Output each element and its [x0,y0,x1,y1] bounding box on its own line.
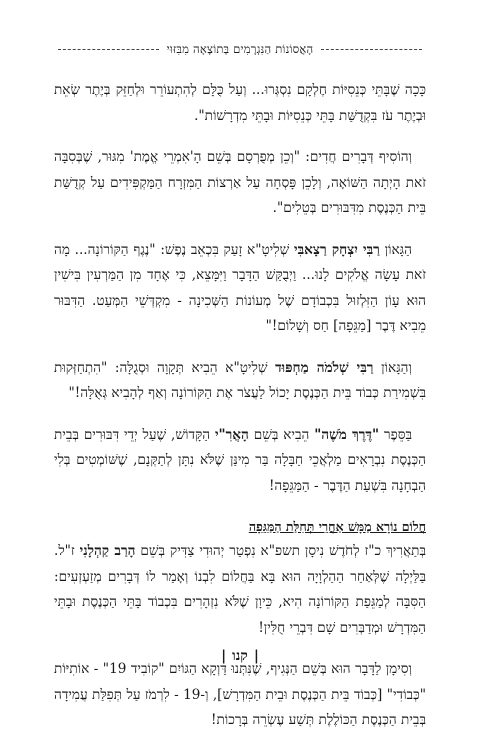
header-rule-right [321,49,422,50]
paragraph-3-text-a: הַגָּאוֹן [379,241,412,258]
page-number: קנו [232,648,248,664]
rabbi-name: הָאֲרִ"י [214,426,249,443]
section-heading: חֲלוֹם נוֹרָא מַמָּשׁ אַחֲרֵי תְּחִלַּת הַמַּגֵּפָה [248,519,426,534]
page-footer [0,648,480,665]
paragraph-2 [54,145,426,222]
paragraph-6 [54,539,426,641]
header-rule-left [58,49,159,50]
paragraph-4 [54,356,426,407]
footer-bar-right: | [253,648,259,664]
paragraph-4-text-b: שְׁלִיטָ"א הֵבִיא תְּקָוָה וּסְגֻלָּה: "הִתְחַזְּקוּת בִּשְׁמִירַת כְּבוֹד בֵּית הַכְּנֶסֶת יָכוֹל לַעֲצֹר אֶת הַקּוֹרוֹנָה וְאַף לְהָבִיא גְּאֻלָּה!" [54,359,426,401]
paragraph-7-text: וְסִימָן לַדָּבָר הוּא בְּשֵׁם הַנְּגִיף, שֶׁנִּתְּנוּ דַּוְקָא הַגּוֹיִם "קוֹבִיד 19" - אוֹתִיּוֹת "כְּבוֹדִי" [כְּבוֹד בֵּית הַכְּנֶסֶת וּבֵית הַמִּדְרָשׁ], וְ-19 - לִרְמֹז עַל תְּפִלַּת עֲמִידָה בְּבֵית הַכְּנֶסֶת הַכּוֹלֶלֶת תְּשַׁע עֶשְׂרֵה בְּרָכוֹת! [54,661,426,728]
paragraph-4-text-a: וְהַגָּאוֹן [373,359,412,376]
paragraph-5-text-b: הֵבִיא בְּשֵׁם [248,426,315,443]
rabbi-name: הָרַב קַהְלָנִי [79,543,136,559]
paragraph-3-text-b: שְׁלִיטָ"א זָעַק בִּכְאֵב נֶפֶשׁ: "נֶגֶף הַקּוֹרוֹנָה... מָה זֹאת עָשָׂה אֱלֹקִים לָנוּ... וַיְבֻקַּשׁ הַדָּבָר וַיִּמָּצֵא, כִּי אֶחָד מִן הַמַּרְעִין בִּישִׁין הוּא עָוֹן הַזִּלְזוּל בִּכְבוֹדָם שֶׁל מְעוֹנוֹת הַשְּׁכִינָה - מִקְדְּשֵׁי הַמְּעַט. הַדִּבּוּר מֵבִיא דֶּבֶר [מַגֵּפָה] חַס וְשָׁלוֹם!" [54,241,426,334]
paragraph-5-text-c: הַקָּדוֹשׁ, שֶׁעַל יְדֵי דִּבּוּרִים בְּבֵית הַכְּנֶסֶת נִבְרָאִים מַלְאֲכֵי חַבָּלָה בַּר מִינַּן שֶׁלֹּא נִתָּן לְתַקְּנָם, שֶׁשּׁוֹמְטִים בְּלִי הַבְחָנָה בִּשְׁעַת הַדֶּבֶר - הַמַּגֵּפָה! [54,426,426,494]
paragraph-7 [54,657,426,734]
paragraph-5 [54,423,426,500]
paragraph-1-text: כָּכָה שֶׁבָּתֵּי כְּנֵסִיּוֹת חֶלְקָם נִסְגְּרוּ... וְעַל כֻּלָּם לְהִתְעוֹרֵר וּלְחַזֵּק בְּיֶתֶר שְׂאֵת וּבְיֶתֶר עֹז בִּקְדֻשַּׁת בָּתֵּי כְּנֵסִיּוֹת וּבָתֵּי מִדְרָשׁוֹת". [54,82,426,124]
rabbi-name: רַבִּי יִצְחָק רַצָאבִּי [294,241,380,258]
paragraph-5-text-a: בַּסֵּפֶר [379,426,413,443]
paragraph-6-text-a: בְּתַאֲרִיךְ כ"ז לְחֹדֶשׁ נִיסָן תשפ"א נִפְטַר יְהוּדִי צַדִּיק בְּשֵׁם [135,543,427,559]
paragraph-3 [54,238,426,340]
book-title: "דֶּרֶךְ מֹשֶׁה" [314,426,380,443]
paragraph-2-text: וְהוֹסִיף דְּבָרִים חֲדִים: "וְכֵן מְפֻרְסָם בְּשֵׁם הָ'אִמְרֵי אֱמֶת' מִגּוּר, שֶׁבְּסִבָּה זֹאת הָיְתָה הַשּׁוֹאָה, וְלָכֵן פָּסְחָה עַל אַרְצוֹת הַמִּזְרָח הַמַּקְפִּידִים עַל קְדֻשַּׁת בֵּית הַכְּנֶסֶת מִדִּבּוּרִים בְּטֵלִים". [54,149,426,216]
paragraph-6-text-b: ז"ל. בַּלַּיְלָה שֶׁלְּאַחַר הַהַלְוָיָה הוּא בָּא בַּחֲלוֹם לִבְנוֹ וְאָמַר לוֹ דְּבָרִים מְזַעְזְעִים: הַסִּבָּה לְמַגֵּפַת הַקּוֹרוֹנָה הִיא, כֵּיוָן שֶׁלֹּא נִזְהָרִים בִּכְבוֹד בָּתֵּי הַכְּנֶסֶת וּבָתֵּי הַמִּדְרָשׁ וּמְדַבְּרִים שָׁם דִּבְרֵי חֻלִּין! [54,543,426,636]
rabbi-name: רַבִּי שְׁלֹמֹה מַחְפּוּד [275,359,374,376]
header-title: הָאֲסוֹנוֹת הַנִּגְרָמִים בְּתוֹצָאָה מִבִּזּוּי [166,42,314,56]
running-header [58,41,422,57]
paragraph-1 [54,78,426,129]
footer-bar-left: | [221,648,227,664]
